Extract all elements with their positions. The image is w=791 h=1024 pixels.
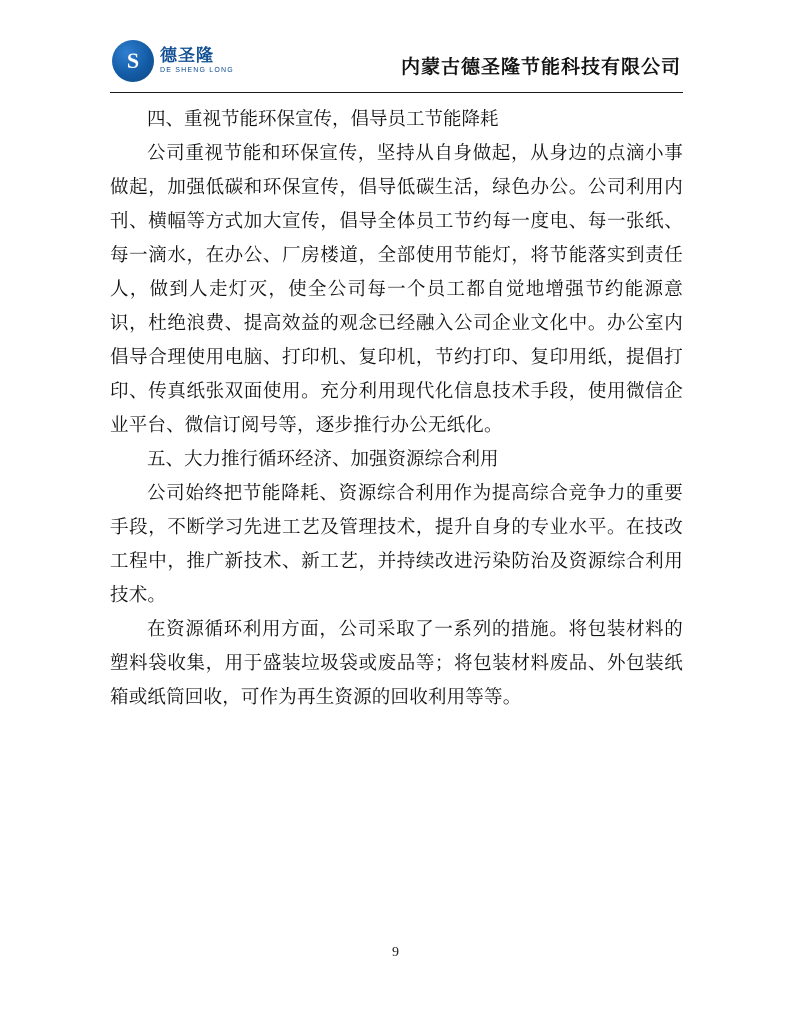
paragraph-section-five-second: 在资源循环利用方面，公司采取了一系列的措施。将包装材料的塑料袋收集，用于盛装垃圾袋或废品等；将包装材料废品、外包装纸箱或纸筒回收，可作为再生资源的回收利用等等。 xyxy=(110,620,683,708)
header-divider xyxy=(110,92,683,93)
paragraph-section-four: 公司重视节能和环保宣传，坚持从自身做起，从身边的点滴小事做起，加强低碳和环保宣传，倡导低碳生活，绿色办公。公司利用内刊、横幅等方式加大宣传，倡导全体员工节约每一度电、每一张纸、每一滴水，在办公、厂房楼道，全部使用节能灯，将节能落实到责任人，做到人走灯灭，使全公司每一个员工都自觉地增强节约能源意识，杜绝浪费、提高效益的观念已经融入公司企业文化中。办公室内倡导合理使用电脑、打印机、复印机，节约打印、复印用纸，提倡打印、传真纸张双面使用。充分利用现代化信息技术手段，使用微信企业平台、微信订阅号等，逐步推行办公无纸化。 xyxy=(110,144,683,436)
company-logo xyxy=(112,40,234,82)
logo-emblem-icon: S xyxy=(112,40,154,82)
logo-text xyxy=(160,47,234,74)
section-heading-five: 五、大力推行循环经济、加强资源综合利用 xyxy=(147,450,499,470)
company-name-title: 内蒙古德圣隆节能科技有限公司 xyxy=(400,57,681,78)
section-heading-four: 四、重视节能环保宣传，倡导员工节能降耗 xyxy=(147,110,499,130)
logo-english-name: DE SHENG LONG xyxy=(160,67,234,75)
page-number: 9 xyxy=(392,945,399,960)
page-header xyxy=(0,40,791,96)
document-body xyxy=(110,103,683,715)
logo-chinese-name: 德圣隆 xyxy=(160,46,214,66)
paragraph-section-five-first: 公司始终把节能降耗、资源综合利用作为提高综合竞争力的重要手段，不断学习先进工艺及管理技术，提升自身的专业水平。在技改工程中，推广新技术、新工艺，并持续改进污染防治及资源综合利用技术。 xyxy=(110,484,683,606)
